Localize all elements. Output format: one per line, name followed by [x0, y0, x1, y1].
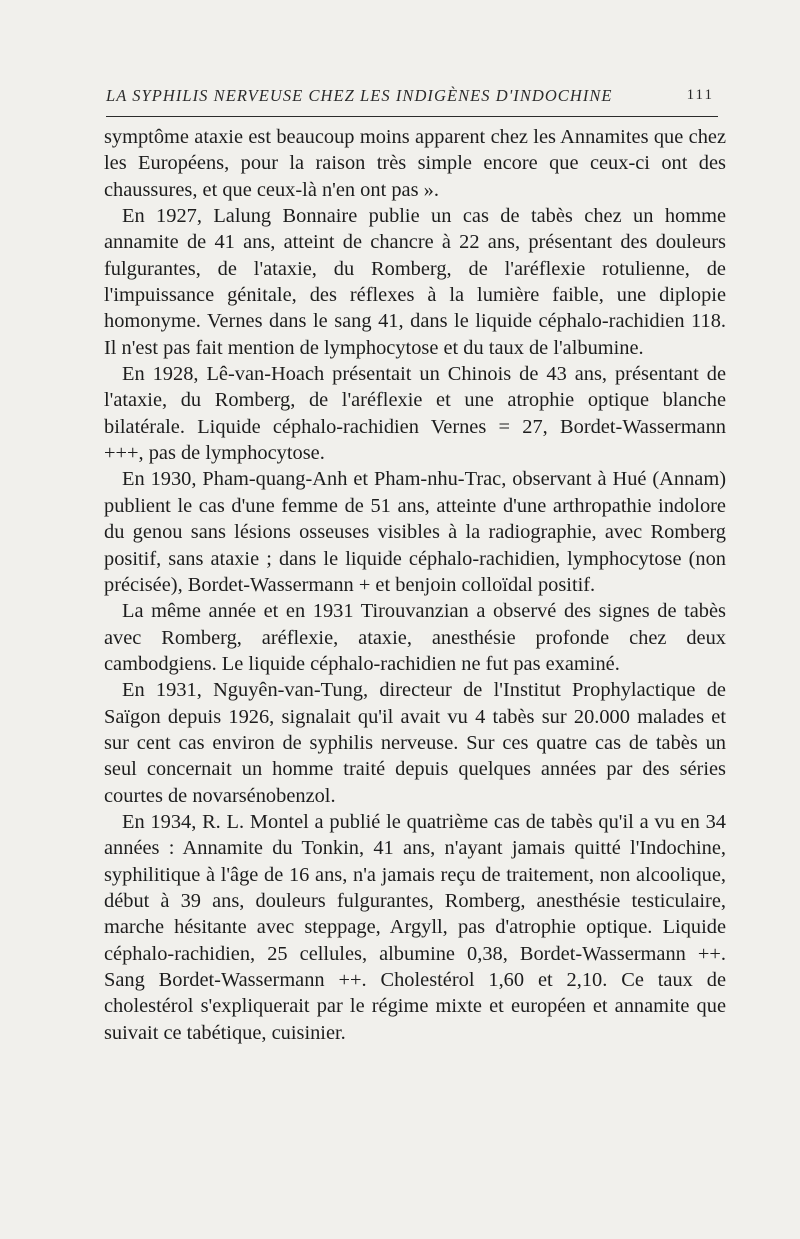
header-rule [106, 116, 718, 117]
page-header [106, 86, 716, 110]
running-title: LA SYPHILIS NERVEUSE CHEZ LES INDIGÈNES D'INDOCHINE [106, 86, 613, 105]
paragraph-1934: En 1934, R. L. Montel a publié le quatrième cas de tabès qu'il a vu en 34 années : Annamite du Tonkin, 41 ans, n'ayant jamais quitté l'Indochine, syphilitique à l'âge de 16 ans, n'a jamais reçu de traitement, non alcoolique, début à 39 ans, douleurs fulgurantes, Romberg, anesthésie testiculaire, marche hésitante avec steppage, Argyll, pas d'atrophie optique. Liquide céphalo-rachidien, 25 cellules, albumine 0,38, Bordet-Wassermann ++. Sang Bordet-Wassermann ++. Cholestérol 1,60 et 2,10. Ce taux de cholestérol s'expliquerait par le régime mixte et européen et annamite que suivait ce tabétique, cuisinier. [104, 810, 726, 1044]
page-number: 111 [686, 87, 714, 103]
paragraph-1931-nguyen: En 1931, Nguyên-van-Tung, directeur de l'Institut Prophylactique de Saïgon depuis 1926, signalait qu'il avait vu 4 tabès sur 20.000 malades et sur cent cas environ de syphilis nerveuse. Sur ces quatre cas de tabès un seul concernait un homme traité depuis quelques années par des séries courtes de novarsénobenzol. [104, 679, 726, 807]
paragraph-1927: En 1927, Lalung Bonnaire publie un cas de tabès chez un homme annamite de 41 ans, atteint de chancre à 22 ans, présentant des douleurs fulgurantes, de l'ataxie, du Romberg, de l'aréflexie rotulienne, de l'impuissance génitale, des réflexes à la lumière faible, une diplopie homonyme. Vernes dans le sang 41, dans le liquide céphalo-rachidien 118. Il n'est pas fait mention de lymphocytose et du taux de l'albumine. [104, 205, 726, 359]
paragraph-1931-tirouvanzian: La même année et en 1931 Tirouvanzian a observé des signes de tabès avec Romberg, aréflexie, ataxie, anesthésie profonde chez deux cambodgiens. Le liquide céphalo-rachidien ne fut pas examiné. [104, 600, 726, 675]
paragraph-continuation: symptôme ataxie est beaucoup moins apparent chez les Annamites que chez les Européens, pour la raison très simple encore que ceux-ci ont des chaussures, et que ceux-là n'en ont pas ». [104, 126, 726, 201]
paragraph-1928: En 1928, Lê-van-Hoach présentait un Chinois de 43 ans, présentant de l'ataxie, du Romberg, de l'aréflexie et une atrophie optique blanche bilatérale. Liquide céphalo-rachidien Vernes = 27, Bordet-Wassermann +++, pas de lymphocytose. [104, 363, 726, 465]
body-text [104, 124, 726, 1046]
paragraph-1930: En 1930, Pham-quang-Anh et Pham-nhu-Trac, observant à Hué (Annam) publient le cas d'une femme de 51 ans, atteinte d'une arthropathie indolore du genou sans lésions osseuses visibles à la radiographie, avec Romberg positif, sans ataxie ; dans le liquide céphalo-rachidien, lymphocytose (non précisée), Bordet-Wassermann + et benjoin colloïdal positif. [104, 468, 726, 596]
